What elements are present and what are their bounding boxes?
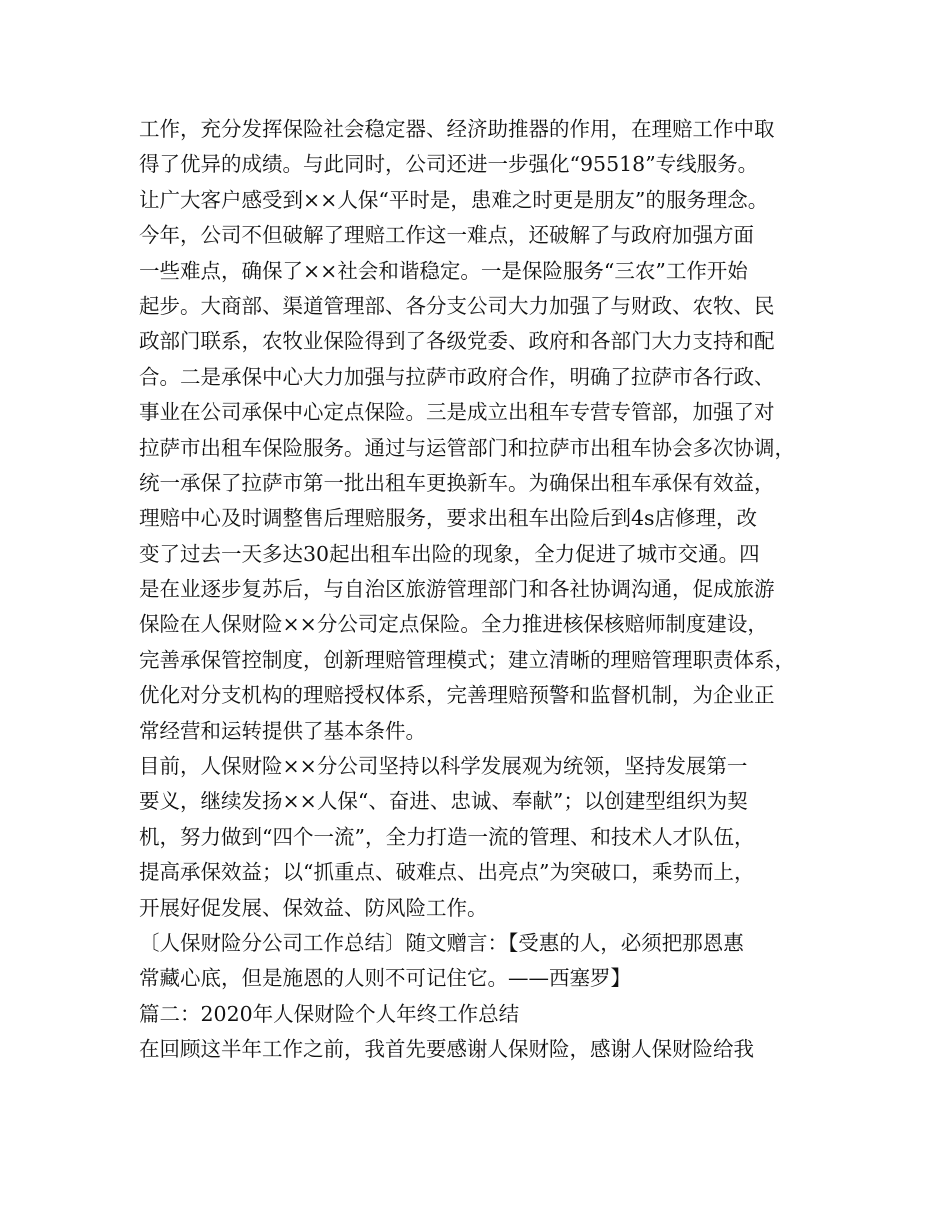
text-line: 常藏心底，但是施恩的人则不可记住它。——西塞罗】 <box>139 966 631 991</box>
body-text <box>139 112 829 1068</box>
text-line: 开展好促发展、保效益、防风险工作。 <box>139 895 488 920</box>
text-line: 提高承保效益；以“抓重点、破难点、出亮点”为突破口，乘势而上， <box>139 860 755 885</box>
text-line: 在回顾这半年工作之前，我首先要感谢人保财险，感谢人保财险给我 <box>139 1037 754 1062</box>
text-line: 让广大客户感受到××人保“平时是，患难之时更是朋友”的服务理念。 <box>139 187 769 212</box>
text-line: 起步。大商部、渠道管理部、各分支公司大力加强了与财政、农牧、民 <box>139 293 775 318</box>
text-line: 变了过去一天多达30起出租车出险的现象，全力促进了城市交通。四 <box>139 541 760 566</box>
text-line: 保险在人保财险××分公司定点保险。全力推进核保核赔师制度建设， <box>139 612 768 637</box>
text-line: 统一承保了拉萨市第一批出租车更换新车。为确保出租车承保有效益， <box>139 470 775 495</box>
text-line: 拉萨市出租车保险服务。通过与运管部门和拉萨市出租车协会多次协调， <box>139 435 795 460</box>
text-line: 完善承保管控制度，创新理赔管理模式；建立清晰的理赔管理职责体系， <box>139 647 795 672</box>
text-line: 政部门联系，农牧业保险得到了各级党委、政府和各部门大力支持和配 <box>139 329 775 354</box>
text-line: 目前，人保财险××分公司坚持以科学发展观为统领，坚持发展第一 <box>139 754 748 779</box>
text-line: 是在业逐步复苏后，与自治区旅游管理部门和各社协调沟通，促成旅游 <box>139 577 775 602</box>
text-line: 优化对分支机构的理赔授权体系，完善理赔预警和监督机制，为企业正 <box>139 683 775 708</box>
text-line: 工作，充分发挥保险社会稳定器、经济助推器的作用，在理赔工作中取 <box>139 117 775 141</box>
text-line: 〔人保财险分公司工作总结〕随文赠言：【受惠的人，必须把那恩惠 <box>139 930 744 955</box>
text-line: 事业在公司承保中心定点保险。三是成立出租车专营专管部，加强了对 <box>139 400 775 425</box>
text-line: 理赔中心及时调整售后理赔服务，要求出租车出险后到4s店修理，改 <box>139 506 758 531</box>
text-line: 今年，公司不但破解了理赔工作这一难点，还破解了与政府加强方面 <box>139 223 754 248</box>
section-heading: 篇二：2020年人保财险个人年终工作总结 <box>139 1001 520 1026</box>
text-line: 机，努力做到“四个一流”，全力打造一流的管理、和技术人才队伍， <box>139 824 755 849</box>
text-line: 常经营和运转提供了基本条件。 <box>139 718 426 743</box>
text-line: 得了优异的成绩。与此同时，公司还进一步强化“95518”专线服务。 <box>139 152 759 177</box>
text-line: 要义，继续发扬××人保“、奋进、忠诚、奉献”；以创建型组织为契 <box>139 789 748 814</box>
text-line: 合。二是承保中心大力加强与拉萨市政府合作，明确了拉萨市各行政、 <box>139 364 775 389</box>
text-line: 一些难点，确保了××社会和谐稳定。一是保险服务“三农”工作开始 <box>139 258 748 283</box>
